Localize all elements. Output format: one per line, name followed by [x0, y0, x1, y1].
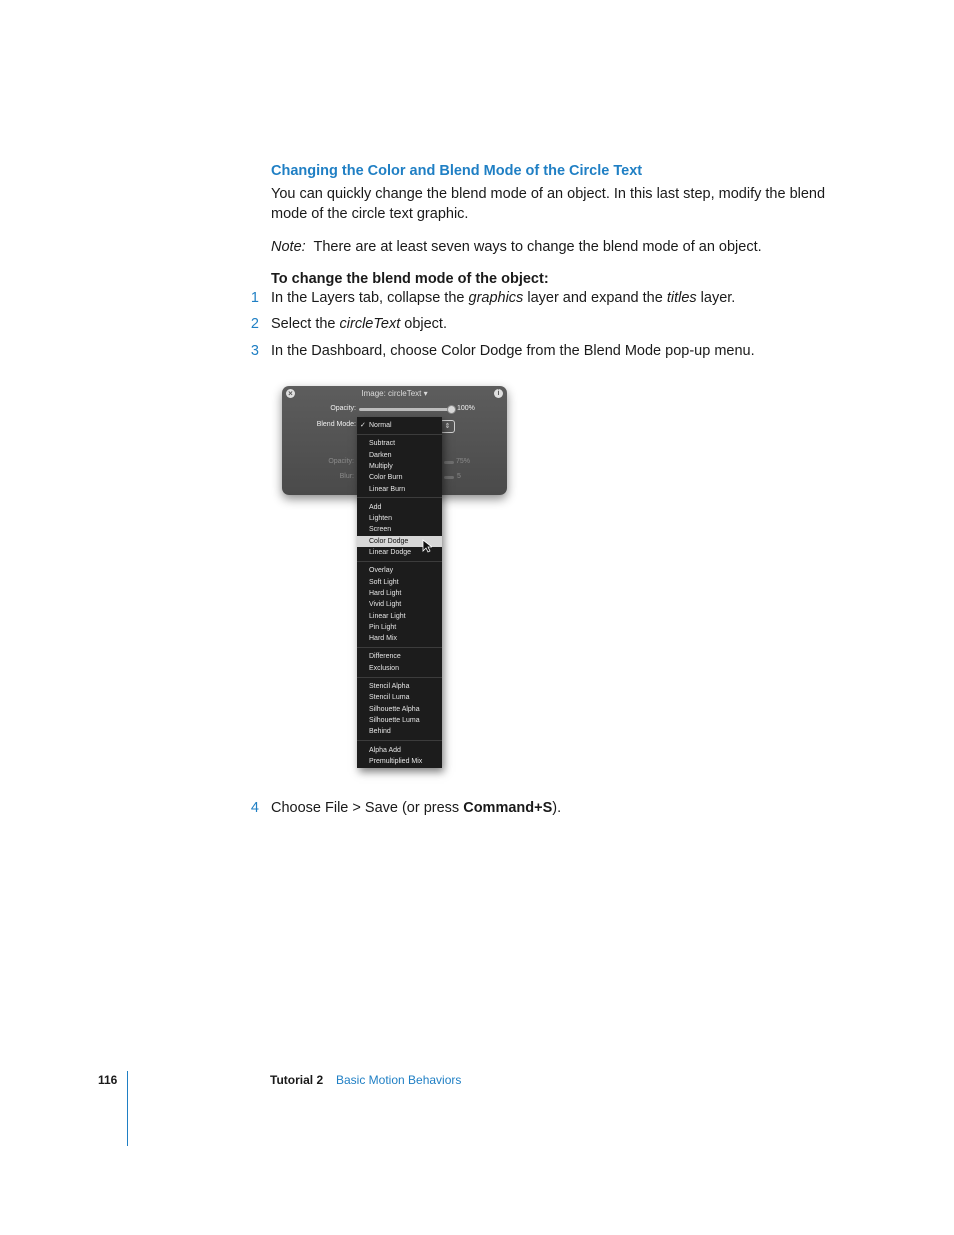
step-number: 2: [250, 316, 259, 332]
step-text-part: layer and expand the: [523, 290, 667, 306]
footer-chapter: Basic Motion Behaviors: [336, 1073, 462, 1087]
intro-paragraph: You can quickly change the blend mode of an object. In this last step, modify the blend mode of the circle text graphic.: [271, 186, 826, 222]
menu-item[interactable]: [357, 588, 442, 599]
menu-item-label: Pin Light: [369, 623, 397, 631]
step-text-strong: Command+S: [463, 800, 553, 816]
step-text-emphasis: graphics: [468, 290, 524, 306]
menu-item-label: Difference: [369, 653, 401, 661]
menu-separator: [357, 740, 442, 741]
menu-separator: [357, 561, 442, 562]
menu-item[interactable]: [357, 651, 442, 662]
menu-separator: [357, 677, 442, 678]
info-icon[interactable]: i: [494, 389, 503, 398]
menu-item-label: Lighten: [369, 515, 392, 523]
footer-tutorial: Tutorial 2: [270, 1073, 324, 1087]
opacity-slider-knob[interactable]: [447, 405, 456, 414]
menu-item[interactable]: [357, 513, 442, 524]
step-text-emphasis: circleText: [339, 316, 401, 332]
opacity-label: Opacity:: [330, 405, 356, 412]
menu-item[interactable]: [357, 726, 442, 737]
menu-item[interactable]: [357, 565, 442, 576]
blend-mode-label: Blend Mode:: [316, 421, 356, 428]
menu-item[interactable]: [357, 745, 442, 756]
task-heading: To change the blend mode of the object:: [271, 271, 549, 287]
step-number: 4: [250, 800, 259, 816]
step-number: 1: [250, 290, 259, 306]
checkmark-icon: ✓: [360, 422, 366, 429]
dim-blur-label: Blur:: [339, 473, 354, 480]
menu-item-label: Stencil Luma: [369, 694, 410, 702]
menu-item[interactable]: [357, 663, 442, 674]
menu-item[interactable]: [357, 599, 442, 610]
step-text-part: ).: [552, 800, 562, 816]
menu-item-label: Hard Light: [369, 589, 402, 597]
step-text-part: object.: [400, 316, 447, 332]
menu-separator: [357, 497, 442, 498]
menu-item-label: Darken: [369, 451, 392, 459]
note-text: There are at least seven ways to change the blend mode of an object.: [313, 239, 762, 255]
menu-item[interactable]: [357, 484, 442, 495]
blend-mode-menu: [357, 417, 442, 768]
menu-item-label: Linear Dodge: [369, 549, 412, 556]
menu-item-label: Premultiplied Mix: [369, 757, 423, 765]
menu-item[interactable]: [357, 622, 442, 633]
section-heading: Changing the Color and Blend Mode of the Circle Text: [271, 163, 643, 179]
menu-item[interactable]: [357, 450, 442, 461]
menu-item[interactable]: [357, 715, 442, 726]
menu-item[interactable]: [357, 633, 442, 644]
menu-item-label: Color Burn: [369, 474, 403, 482]
menu-item-label: Hard Mix: [369, 635, 398, 643]
menu-separator: [357, 647, 442, 648]
step-text-part: In the Layers tab, collapse the: [271, 290, 469, 306]
menu-item-label: Color Dodge: [369, 537, 409, 545]
page-number: 116: [98, 1073, 118, 1087]
step-text-part: layer.: [696, 290, 736, 306]
menu-item[interactable]: [357, 524, 442, 535]
note-paragraph: [271, 237, 762, 257]
step-text-part: Choose File > Save (or press: [271, 800, 464, 816]
menu-item[interactable]: [357, 692, 442, 703]
close-icon[interactable]: ×: [286, 389, 295, 398]
step-text: [271, 290, 735, 306]
menu-item-label: Subtract: [369, 440, 396, 448]
step-text-emphasis: titles: [666, 290, 697, 306]
mouse-cursor-icon: [422, 539, 432, 553]
menu-item-label: Screen: [369, 526, 392, 534]
dim-opacity-value: 75%: [456, 458, 471, 465]
menu-item-label: Exclusion: [369, 664, 399, 672]
step-text-part: Select the: [271, 316, 340, 332]
menu-item[interactable]: [357, 756, 442, 767]
menu-item[interactable]: [357, 704, 442, 715]
menu-item[interactable]: [357, 502, 442, 513]
menu-item[interactable]: [357, 472, 442, 483]
step-number: 3: [250, 343, 259, 359]
menu-item[interactable]: [357, 577, 442, 588]
menu-item-label: Stencil Alpha: [369, 683, 410, 690]
step-text: [271, 800, 561, 816]
opacity-value: 100%: [457, 405, 475, 412]
menu-separator: [357, 434, 442, 435]
menu-item-label: Normal: [369, 422, 392, 429]
step-text: In the Dashboard, choose Color Dodge from the Blend Mode pop-up menu.: [271, 343, 755, 359]
note-label: Note:: [271, 239, 306, 255]
menu-item-label: Overlay: [369, 567, 394, 575]
dashboard-title[interactable]: Image: circleText ▾: [361, 389, 428, 398]
menu-item-label: Soft Light: [369, 578, 399, 586]
menu-item-label: Vivid Light: [369, 601, 402, 609]
opacity-slider[interactable]: [359, 408, 451, 411]
dim-opacity-label: Opacity:: [328, 458, 354, 465]
menu-item-label: Silhouette Luma: [369, 716, 420, 724]
menu-item-label: Alpha Add: [369, 746, 401, 754]
menu-item[interactable]: [357, 420, 442, 431]
dim-opacity-slider: [444, 461, 454, 464]
menu-item[interactable]: [357, 611, 442, 622]
step-text: [271, 316, 447, 332]
menu-item[interactable]: [357, 438, 442, 449]
menu-item[interactable]: [357, 681, 442, 692]
menu-item-label: Multiply: [369, 462, 393, 470]
dim-blur-slider: [444, 476, 454, 479]
menu-item[interactable]: [357, 461, 442, 472]
menu-item-label: Linear Burn: [369, 485, 406, 493]
menu-item-label: Behind: [369, 728, 391, 736]
menu-item-label: Silhouette Alpha: [369, 705, 420, 713]
menu-item-label: Add: [369, 503, 382, 511]
popup-arrows-icon[interactable]: ⇕: [440, 420, 455, 433]
menu-item-label: Linear Light: [369, 612, 406, 620]
dim-blur-value: 5: [457, 473, 461, 480]
footer-rule: [127, 1071, 128, 1146]
